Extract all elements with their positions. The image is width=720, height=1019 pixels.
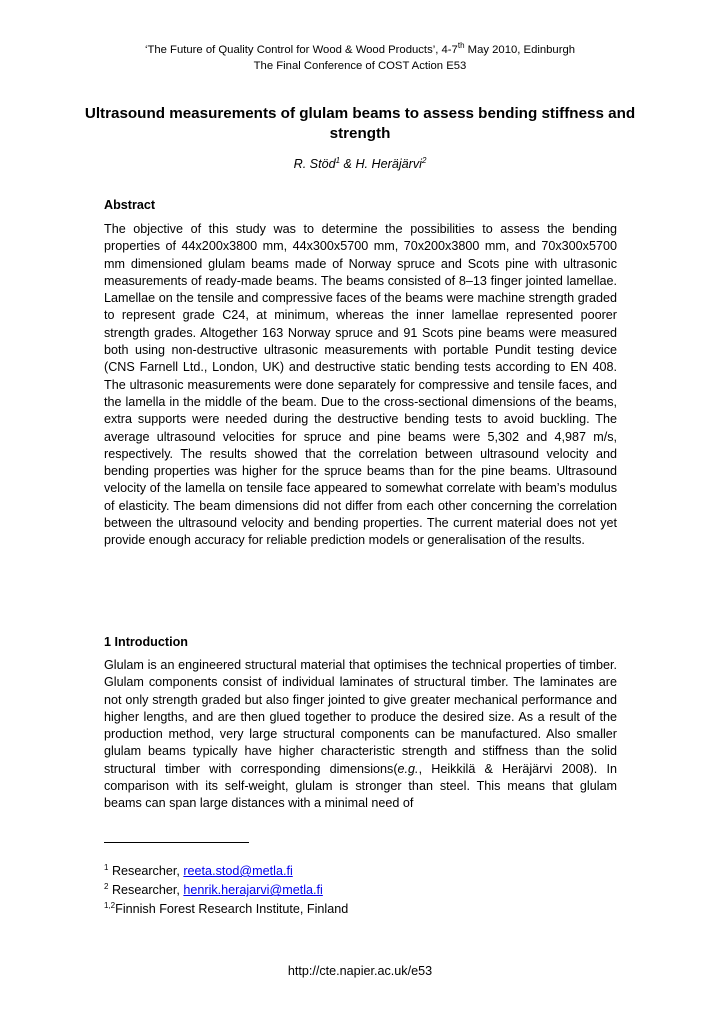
footnote-divider xyxy=(104,842,249,843)
footnote-affiliation: $^{1,2}$Finnish Forest Research Institute, Finland xyxy=(104,901,349,917)
introduction-body: Glulam is an engineered structural material that optimises the technical properties of timber. Glulam components consist of individual laminates of structural timber. The laminates are not only strength graded but also finger jointed to give greater mechanical performance and higher lengths, and are then glued together to produce the desired size. As a result of the production method, very large structural components can be manufactured. Also smaller glulam beams typically have higher characteristic strength and stiffness than the solid structural timber with corresponding dimensions(e.g., Heikkilä & Heräjärvi 2008). In comparison with its self-weight, glulam is stronger than steel. This means that glulam beams can span large distances with a minimal need of xyxy=(104,658,617,811)
footnote-1: $^1$ Researcher, reeta.stod@metla.fi xyxy=(104,863,293,879)
footnotes xyxy=(104,860,624,918)
author-2: H. Heräjärvi xyxy=(355,157,422,171)
footer-url: http://cte.napier.ac.uk/e53 xyxy=(287,964,433,978)
paper-title: Ultrasound measurements of glulam beams to assess bending stiffness and strength xyxy=(84,105,636,142)
introduction-heading: 1 Introduction xyxy=(104,635,188,649)
email-link-stod[interactable]: reeta.stod@metla.fi xyxy=(183,864,293,879)
email-link-herajarvi[interactable]: henrik.herajarvi@metla.fi xyxy=(183,883,323,898)
author-1: R. Stöd xyxy=(293,157,336,171)
header-line-2: The Final Conference of COST Action E53 xyxy=(253,60,467,72)
footnote-2: $^2$ Researcher, henrik.herajarvi@metla.fi xyxy=(104,882,323,898)
conference-header xyxy=(60,42,660,74)
abstract-heading: Abstract xyxy=(104,198,156,212)
header-line-1: ‘The Future of Quality Control for Wood & Wood Products’, 4-7th May 2010, Edinburgh xyxy=(144,41,576,56)
author-line: R. Stöd$^1$ & H. Heräjärvi$^2$ xyxy=(293,155,427,171)
abstract-body: The objective of this study was to determine the possibilities to assess the bending properties of 44x200x3800 mm, 44x300x5700 mm, 70x200x3800 mm, and 70x300x5700 mm dimensioned glulam beams made of Norway spruce and Scots pine with ultrasonic measurements of ready-made beams. The beams consisted of 8–13 finger jointed lamellae. Lamellae on the tensile and compressive faces of the beams were machine strength graded to represent grade C24, at minimum, whereas the inner lamellae represented poorer strength grades. Altogether 163 Norway spruce and 91 Scots pine beams were measured both using non-destructive ultrasonic measurements with portable Pundit testing device (CNS Farnell Ltd., London, UK) and destructive static bending tests according to EN 408. The ultrasonic measurements were done separately for compressive and tensile faces, and the lamella in the middle of the beam. Due to the cross-sectional dimensions of the beams, extra supports were needed during the destructive bending tests to avoid buckling. The average ultrasound velocities for spruce and pine beams were 5,302 and 4,987 m/s, respectively. The results showed that the correlation between ultrasound velocity and bending properties was higher for the spruce beams than for the pine beams. Ultrasound velocity of the lamella on tensile face appeared to somewhat correlate with beam’s modulus of elasticity. The beam dimensions did not differ from each other concerning the correlation between the ultrasound velocity and bending properties. The current material does not yet provide enough accuracy for reliable prediction models or generalisation of the results. xyxy=(104,222,617,548)
